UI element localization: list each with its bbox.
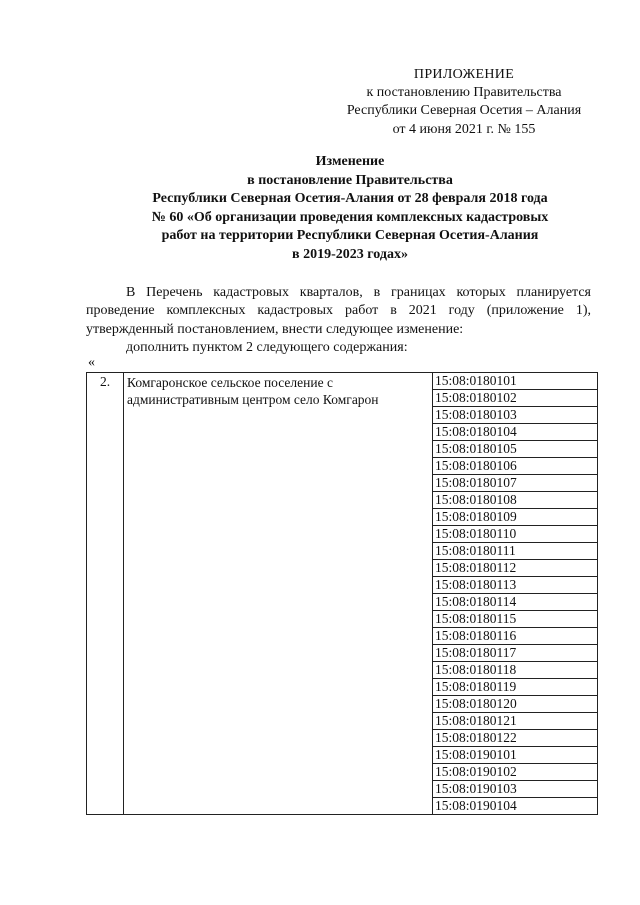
cadastral-code: 15:08:0180104 bbox=[433, 424, 597, 441]
cadastral-code: 15:08:0190103 bbox=[433, 781, 597, 798]
body-paragraph-2: дополнить пунктом 2 следующего содержания: bbox=[126, 340, 408, 356]
cadastral-code: 15:08:0180118 bbox=[433, 662, 597, 679]
heading-line: в постановление Правительства bbox=[247, 172, 453, 188]
cadastral-code: 15:08:0180119 bbox=[433, 679, 597, 696]
table-row bbox=[87, 373, 598, 815]
cadastral-code: 15:08:0180121 bbox=[433, 713, 597, 730]
heading-line: Изменение bbox=[315, 154, 385, 169]
heading-line: № 60 «Об организации проведения комплексных кадастровых bbox=[151, 209, 549, 225]
appendix-title: ПРИЛОЖЕНИЕ bbox=[413, 67, 515, 82]
cadastral-code: 15:08:0180108 bbox=[433, 492, 597, 509]
cadastral-code: 15:08:0180106 bbox=[433, 458, 597, 475]
cadastral-code: 15:08:0180103 bbox=[433, 407, 597, 424]
heading-line: работ на территории Республики Северная Осетия-Алания bbox=[161, 228, 539, 244]
cadastral-code: 15:08:0190104 bbox=[435, 798, 517, 813]
cadastral-code: 15:08:0180109 bbox=[433, 509, 597, 526]
cadastral-code: 15:08:0180117 bbox=[433, 645, 597, 662]
cadastral-code: 15:08:0180122 bbox=[433, 730, 597, 747]
cadastral-code: 15:08:0180113 bbox=[433, 577, 597, 594]
cadastral-code: 15:08:0190102 bbox=[433, 764, 597, 781]
heading-line: в 2019-2023 годах» bbox=[292, 246, 408, 262]
appendix-date-number: от 4 июня 2021 г. № 155 bbox=[392, 121, 536, 137]
cadastral-code: 15:08:0180110 bbox=[433, 526, 597, 543]
cadastral-code: 15:08:0180105 bbox=[433, 441, 597, 458]
appendix-block bbox=[318, 66, 610, 139]
cadastral-quarters-table bbox=[86, 372, 598, 815]
cadastral-code: 15:08:0180116 bbox=[433, 628, 597, 645]
settlement-name-cell: Комгаронское сельское поселение с административным центром село Комгарон bbox=[124, 373, 433, 815]
cadastral-code: 15:08:0180102 bbox=[433, 390, 597, 407]
cadastral-code: 15:08:0190101 bbox=[433, 747, 597, 764]
opening-quote-mark: « bbox=[88, 355, 95, 370]
appendix-line-2: Республики Северная Осетия – Алания bbox=[346, 103, 582, 119]
cadastral-code: 15:08:0180120 bbox=[433, 696, 597, 713]
document-heading bbox=[110, 153, 590, 265]
heading-line: Республики Северная Осетия-Алания от 28 февраля 2018 года bbox=[152, 191, 548, 207]
appendix-line-1: к постановлению Правительства bbox=[366, 85, 562, 101]
cadastral-codes-cell bbox=[433, 373, 598, 815]
cadastral-code: 15:08:0180111 bbox=[433, 543, 597, 560]
body-paragraph-1: В Перечень кадастровых кварталов, в границах которых планируется проведение комплексных кадастровых работ в 2021 году (приложение 1), утвержденный постановлением, внести следующее изменение: bbox=[86, 285, 591, 337]
cadastral-code: 15:08:0180114 bbox=[433, 594, 597, 611]
cadastral-code: 15:08:0180115 bbox=[433, 611, 597, 628]
cadastral-code: 15:08:0180112 bbox=[433, 560, 597, 577]
cadastral-code: 15:08:0180107 bbox=[433, 475, 597, 492]
item-number-cell: 2. bbox=[87, 373, 124, 815]
cadastral-code: 15:08:0180101 bbox=[433, 373, 597, 390]
body-text bbox=[86, 284, 591, 358]
